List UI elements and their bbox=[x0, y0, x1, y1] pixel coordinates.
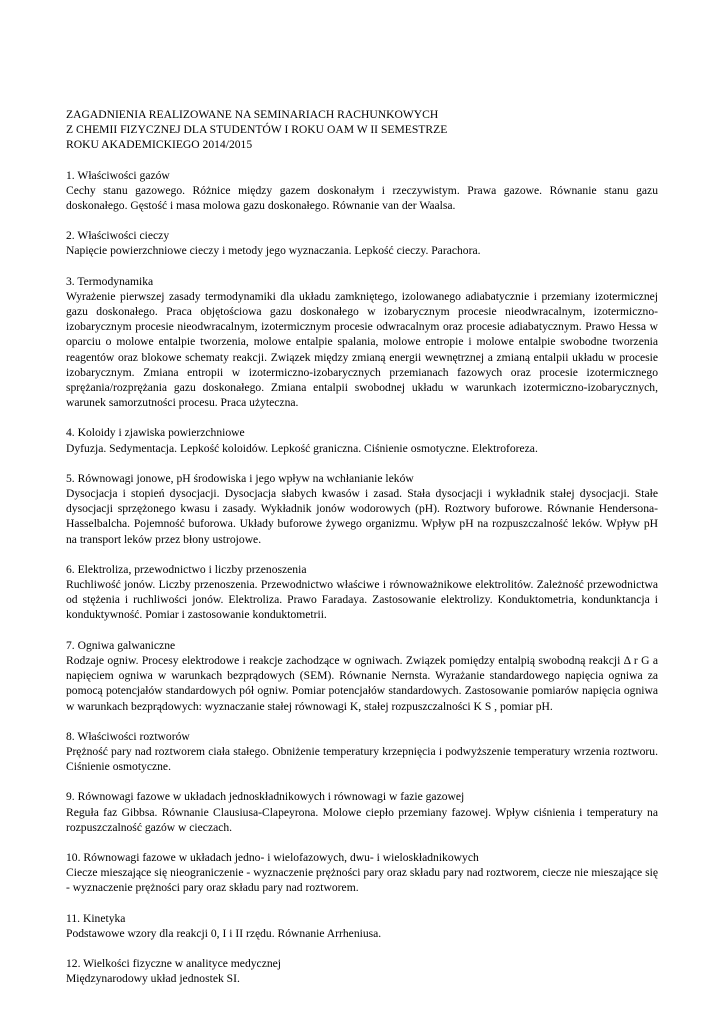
section-heading: 8. Właściwości roztworów bbox=[66, 729, 190, 743]
section-heading: 7. Ogniwa galwaniczne bbox=[66, 638, 176, 652]
section-galvanic-cells bbox=[66, 638, 658, 714]
section-body: Rodzaje ogniw. Procesy elektrodowe i reakcje zachodzące w ogniwach. Związek pomiędzy entalpią swobodną reakcji Δ r G a napięciem ogniwa w warunkach bezprądowych (SEM). Równanie Nernsta. Wyrażanie standardowego napięcia ogniwa za pomocą potencjałów standardowych pół ogniw. Pomiar potencjałów standardowych. Zastosowanie pomiarów napięcia ogniwa w warunkach bezprądowych: wyznaczanie stałej równowagi K, stałej rozpuszczalności K S , pomiar pH. bbox=[66, 653, 658, 713]
section-electrolysis bbox=[66, 562, 658, 623]
document-page bbox=[66, 107, 658, 1001]
section-body: Cechy stanu gazowego. Różnice między gazem doskonałym i rzeczywistym. Prawa gazowe. Równanie stanu gazu doskonałego. Gęstość i masa molowa gazu doskonałego. Równanie van der Waalsa. bbox=[66, 183, 658, 213]
section-phase-equilibria-multi bbox=[66, 850, 658, 896]
section-ionic-equilibria bbox=[66, 471, 658, 547]
section-body: Prężność pary nad roztworem ciała stałego. Obniżenie temperatury krzepnięcia i podwyższenie temperatury wrzenia roztworu. Ciśnienie osmotyczne. bbox=[66, 744, 658, 774]
section-body: Wyrażenie pierwszej zasady termodynamiki dla układu zamkniętego, izolowanego adiabatycznie i przemiany izotermicznej gazu doskonałego. Praca objętościowa gazu doskonałego w izobarycznym procesie nieodwracalnym, izotermiczno-izobarycznym procesie nieodwracalnym, izotermicznym procesie odwracalnym oraz procesie adiabatycznym. Prawo Hessa w oparciu o molowe entalpie tworzenia, molowe entalpie spalania, molowe entropie i molowe entalpie swobodne tworzenia reagentów oraz blokowe schematy reakcji. Związek między zmianą energii wewnętrznej a zmianą entalpii układu w procesie izobarycznym. Zmiana entropii w izotermiczno-izobarycznych przemianach fazowych oraz procesie izotermicznego sprężania/rozprężania gazu doskonałego. Zmiana entalpii swobodnej układu w warunkach izotermiczno-izobarycznych, warunek samorzutności procesu. Praca użyteczna. bbox=[66, 289, 658, 410]
section-heading: 4. Koloidy i zjawiska powierzchniowe bbox=[66, 426, 245, 440]
section-heading: 2. Właściwości cieczy bbox=[66, 229, 170, 243]
section-heading: 3. Termodynamika bbox=[66, 274, 154, 288]
section-body: Ruchliwość jonów. Liczby przenoszenia. Przewodnictwo właściwe i równoważnikowe elektrolitów. Zależność przewodnictwa od stężenia i ruchliwości jonów. Elektroliza. Prawo Faradaya. Zastosowanie elektrolizy. Konduktometria, kondunktancja i konduktywność. Pomiar i zastosowanie konduktometrii. bbox=[66, 578, 658, 622]
section-solutions bbox=[66, 729, 658, 775]
section-colloids bbox=[66, 425, 658, 455]
section-heading: 12. Wielkości fizyczne w analityce medycznej bbox=[66, 956, 281, 970]
section-body: Podstawowe wzory dla reakcji 0, I i II rzędu. Równanie Arrheniusa. bbox=[66, 926, 382, 940]
section-physical-quantities bbox=[66, 956, 658, 986]
section-kinetics bbox=[66, 911, 658, 941]
section-gases bbox=[66, 168, 658, 214]
title-line: ROKU AKADEMICKIEGO 2014/2015 bbox=[66, 138, 253, 152]
title-line: Z CHEMII FIZYCZNEJ DLA STUDENTÓW I ROKU OAM W II SEMESTRZE bbox=[66, 123, 448, 137]
section-body: Napięcie powierzchniowe cieczy i metody jego wyznaczania. Lepkość cieczy. Parachora. bbox=[66, 244, 481, 258]
section-heading: 11. Kinetyka bbox=[66, 911, 126, 925]
section-liquids bbox=[66, 228, 658, 258]
section-thermodynamics bbox=[66, 274, 658, 411]
section-body: Dyfuzja. Sedymentacja. Lepkość koloidów. Lepkość graniczna. Ciśnienie osmotyczne. Elektroforeza. bbox=[66, 441, 538, 455]
section-heading: 1. Właściwości gazów bbox=[66, 168, 170, 182]
section-body: Ciecze mieszające się nieograniczenie - wyznaczenie prężności pary oraz składu pary nad roztworem, ciecze nie mieszające się - wyznaczenie prężności pary oraz składu pary nad roztworem. bbox=[66, 866, 658, 895]
section-body: Międzynarodowy układ jednostek SI. bbox=[66, 972, 240, 986]
section-body: Reguła faz Gibbsa. Równanie Clausiusa-Clapeyrona. Molowe ciepło przemiany fazowej. Wpływ ciśnienia i temperatury na rozpuszczalność gazów w cieczach. bbox=[66, 805, 658, 834]
section-heading: 10. Równowagi fazowe w układach jedno- i wielofazowych, dwu- i wieloskładnikowych bbox=[66, 850, 479, 864]
section-heading: 5. Równowagi jonowe, pH środowiska i jego wpływ na wchłanianie leków bbox=[66, 471, 414, 485]
section-body: Dysocjacja i stopień dysocjacji. Dysocjacja słabych kwasów i zasad. Stała dysocjacji i wykładnik stałej dysocjacji. Stałe dysocjacji sprzężonego kwasu i zasady. Wykładnik jonów wodorowych (pH). Roztwory buforowe. Równanie Hendersona-Hasselbalcha. Pojemność buforowa. Układy buforowe żywego organizmu. Wpływ pH na rozpuszczalność leków. Wpływ pH na transport leków przez błony ustrojowe. bbox=[66, 487, 658, 546]
title-line: ZAGADNIENIA REALIZOWANE NA SEMINARIACH RACHUNKOWYCH bbox=[66, 108, 439, 121]
section-phase-equilibria-single bbox=[66, 789, 658, 835]
section-heading: 6. Elektroliza, przewodnictwo i liczby przenoszenia bbox=[66, 562, 307, 576]
document-title bbox=[66, 107, 658, 153]
section-heading: 9. Równowagi fazowe w układach jednoskładnikowych i równowagi w fazie gazowej bbox=[66, 790, 465, 804]
